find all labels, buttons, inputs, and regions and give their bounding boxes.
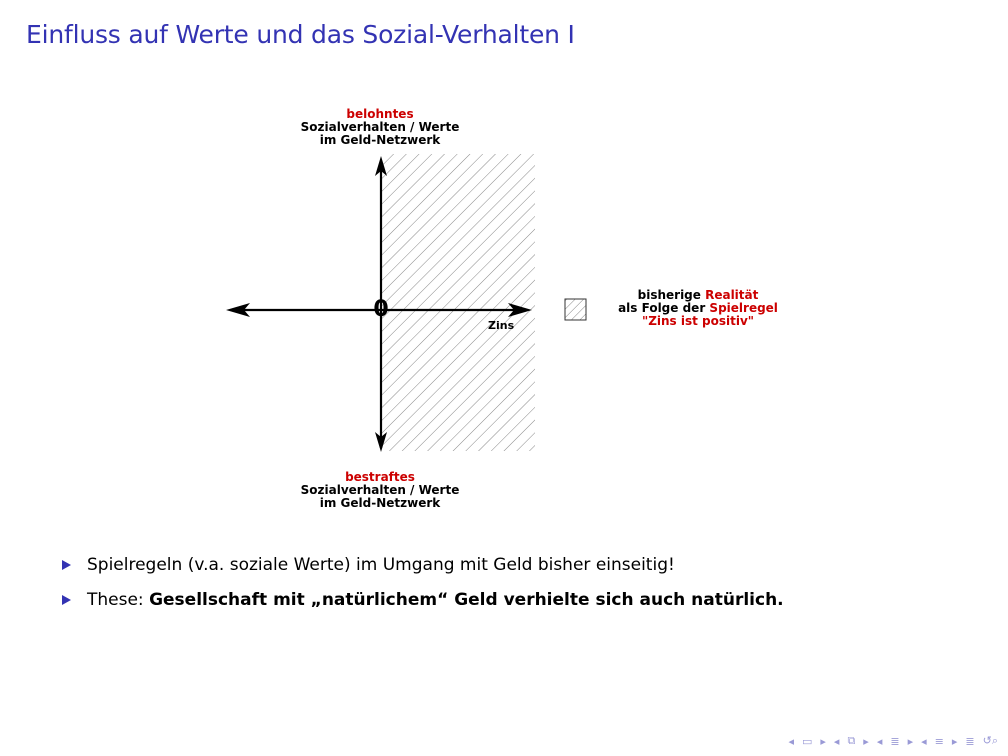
nav-search-icon[interactable]: ↺⌕: [982, 734, 998, 747]
bullet-item-2: [62, 587, 784, 622]
legend-line1-b: Realität: [705, 288, 759, 302]
nav-section-prev-icon[interactable]: ◂: [876, 734, 883, 748]
top-axis-label: [280, 108, 480, 147]
nav-subsection-prev-icon[interactable]: ◂: [833, 734, 840, 748]
nav-doc-prev-icon[interactable]: ◂: [921, 734, 927, 748]
nav-subsection-icon[interactable]: ⧉: [847, 734, 856, 747]
nav-section-icon[interactable]: ≣: [890, 734, 900, 748]
beamer-navigation: [788, 734, 998, 748]
nav-frame-prev-icon[interactable]: ◂: [788, 734, 794, 748]
bullet-list: [62, 552, 784, 622]
legend-line2-b: Spielregel: [709, 301, 778, 315]
bottom-label-highlight: bestraftes: [345, 470, 415, 484]
top-label-highlight: belohntes: [346, 107, 414, 121]
page-title: Einfluss auf Werte und das Sozial-Verhalten I: [26, 20, 575, 49]
bullet-triangle-icon: [62, 595, 71, 605]
nav-align-icon[interactable]: ≣: [965, 734, 975, 748]
bottom-axis-label: [280, 471, 480, 510]
nav-doc-icon[interactable]: ≡: [934, 734, 944, 748]
bullet-text-2-prefix: These:: [87, 590, 150, 610]
top-label-line3: im Geld-Netzwerk: [319, 133, 441, 147]
top-label-line2: Sozialverhalten / Werte: [300, 120, 460, 134]
legend-swatch: [565, 299, 586, 320]
nav-section-next-icon[interactable]: ▸: [907, 734, 914, 748]
nav-subsection-next-icon[interactable]: ▸: [863, 734, 869, 748]
legend-line3: "Zins ist positiv": [641, 314, 755, 328]
bottom-label-line2: Sozialverhalten / Werte: [300, 483, 460, 497]
hatched-region: [381, 154, 535, 451]
legend-text: [598, 289, 798, 328]
x-axis-label: Zins: [488, 319, 515, 332]
origin-label: 0: [373, 297, 389, 322]
bullet-text-2-bold: Gesellschaft mit „natürlichem“ Geld verhielte sich auch natürlich.: [149, 590, 784, 610]
bullet-triangle-icon: [62, 560, 71, 570]
bullet-item-1: [62, 552, 784, 587]
nav-frame-next-icon[interactable]: ▸: [820, 734, 826, 748]
legend-line1-a: bisherige: [637, 288, 706, 302]
nav-frame-icon[interactable]: ▭: [801, 734, 813, 748]
nav-doc-next-icon[interactable]: ▸: [951, 734, 958, 748]
bottom-label-line3: im Geld-Netzwerk: [319, 496, 441, 510]
legend-line2-a: als Folge der: [618, 301, 710, 315]
bullet-text-1: Spielregeln (v.a. soziale Werte) im Umgang mit Geld bisher einseitig!: [87, 555, 675, 575]
